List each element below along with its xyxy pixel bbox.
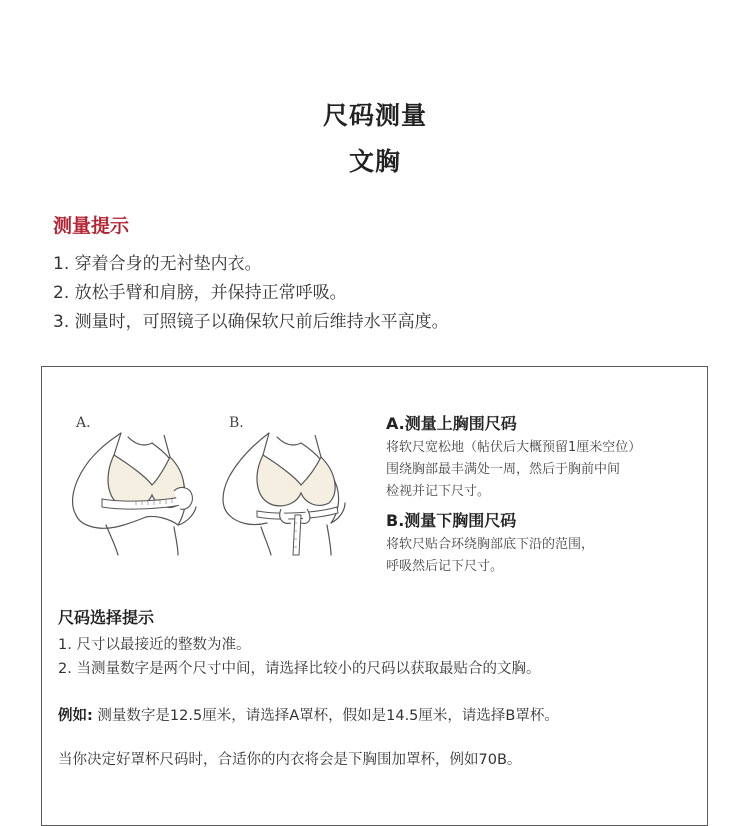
bra-measure-under-icon [217,415,367,565]
desc-line: 将软尺贴合环绕胸部底下沿的范围， [386,537,595,552]
example-text: 测量数字是12.5厘米，请选择A罩杯，假如是14.5厘米，请选择B罩杯。 [92,708,559,724]
page-subtitle: 文胸 [348,147,401,176]
desc-line: 将软尺宽松地（帖伏后大概预留1厘米空位） [386,440,642,455]
example-label: 例如: [58,708,93,724]
desc-line: 检视并记下尺寸。 [386,484,491,499]
final-note: 当你决定好罩杯尺码时，合适你的内衣将会是下胸围加罩杯，例如70B。 [58,752,522,768]
size-tips-heading: 尺码选择提示 [58,608,155,627]
measure-under-desc [386,534,594,578]
illustration-b [217,415,367,569]
tips-list [53,250,449,337]
tips-heading: 测量提示 [53,215,130,237]
measurement-guide-box [41,366,708,826]
measure-upper-section [386,411,641,503]
list-item: 3. 测量时，可照镜子以确保软尺前后维持水平高度。 [53,312,449,332]
illustration-label-a: A. [76,415,91,431]
list-item: 1. 穿着合身的无衬垫内衣。 [53,254,262,274]
list-item: 2. 放松手臂和肩膀，并保持正常呼吸。 [53,283,347,303]
illustration-label-b: B. [229,415,244,431]
list-item: 1. 尺寸以最接近的整数为准。 [58,637,251,653]
illustration-a [66,415,216,569]
measure-under-section [386,508,594,578]
page-title: 尺码测量 [322,101,427,130]
measure-under-title: B.测量下胸围尺码 [386,511,517,530]
bra-measure-upper-icon [66,415,216,565]
desc-line: 呼吸然后记下尺寸。 [386,559,504,574]
measure-upper-desc [386,437,641,503]
list-item: 2. 当测量数字是两个尺寸中间，请选择比较小的尺码以获取最贴合的文胸。 [58,661,541,677]
size-example [58,704,559,725]
size-tips-list [58,633,540,681]
measure-upper-title: A.测量上胸围尺码 [386,414,517,433]
desc-line: 围绕胸部最丰满处一周，然后于胸前中间 [386,462,621,477]
